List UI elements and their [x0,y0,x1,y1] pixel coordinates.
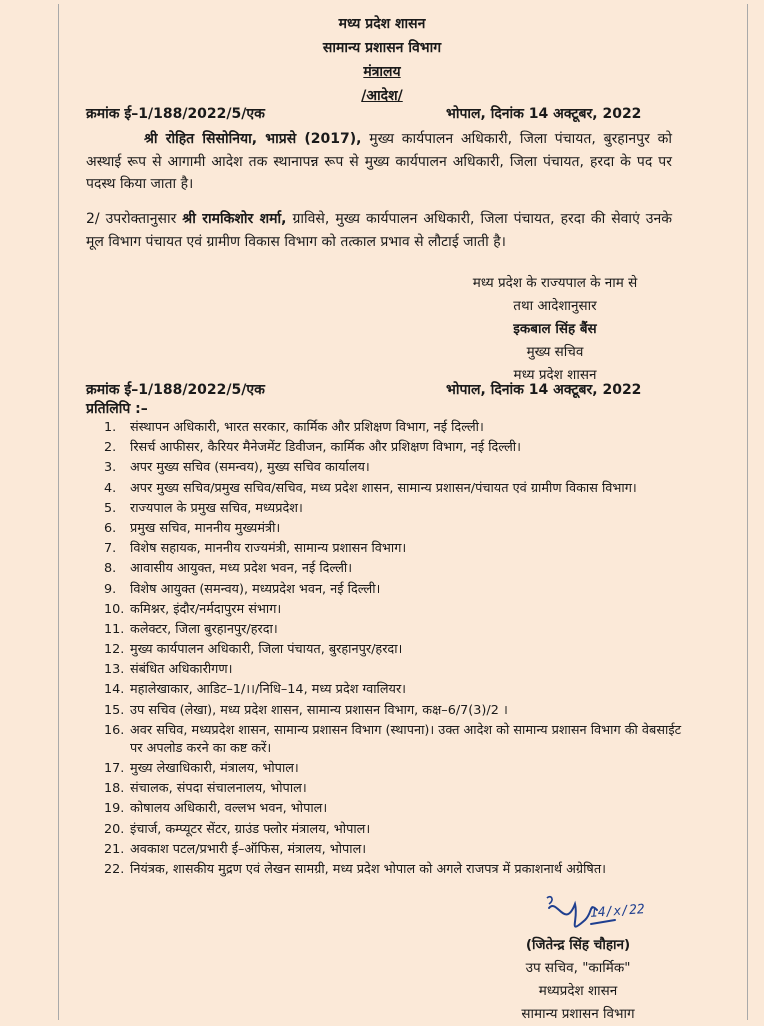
copy-item-text: प्रमुख सचिव, माननीय मुख्यमंत्री। [130,520,281,536]
officer-name-2: श्री रामकिशोर शर्मा, [182,211,287,227]
signatory-designation: मुख्य सचिव [526,344,584,360]
copy-item-text: राज्यपाल के प्रमुख सचिव, मध्यप्रदेश। [130,500,303,516]
copy-item-text: विशेष सहायक, माननीय राज्यमंत्री, सामान्य प्रशासन विभाग। [130,541,407,557]
copy-item-text: अपर मुख्य सचिव/प्रमुख सचिव/सचिव, मध्य प्रदेश शासन, सामान्य प्रशासन/पंचायत एवं ग्रामीण विकास विभाग। [130,480,637,496]
copy-item-text: अवर सचिव, मध्यप्रदेश शासन, सामान्य प्रशासन विभाग (स्थापना)। उक्त आदेश को सामान्य प्रशासन विभाग की वेबसाईट पर अपलोड करने का कष्ट करें। [130,722,682,756]
copy-item-number: 19. [104,801,125,817]
copy-list-item [104,681,688,699]
copy-list-item [104,581,688,599]
copy-item-number: 14. [104,682,125,698]
chief-secretary-signature-block [430,272,680,387]
officer-name-1: श्री रोहित सिसोनिया, भाप्रसे (2017), [144,131,362,147]
copy-item-number: 4. [104,480,117,496]
final-signatory-name: (जितेन्द्र सिंह चौहान) [525,937,631,953]
copy-item-text: मुख्य लेखाधिकारी, मंत्रालय, भोपाल। [130,761,299,776]
paragraph-2-prefix: 2/ उपरोक्तानुसार [86,211,183,227]
copy-list-item [104,621,688,639]
copy-item-text: रिसर्च आफीसर, कैरियर मैनेजमेंट डिवीजन, कार्मिक और प्रशिक्षण विभाग, नई दिल्ली। [130,440,521,456]
copy-item-text: कमिश्नर, इंदौर/नर्मदापुरम संभाग। [130,601,282,617]
copy-list-item [104,722,688,758]
copy-list-item [104,780,688,798]
copy-list-item [104,661,688,679]
header-ministry: मंत्रालय [363,64,401,80]
final-signatory-designation: उप सचिव, "कार्मिक" [525,960,631,976]
paragraph-2-text: ग्राविसे, मुख्य कार्यपालन अधिकारी, जिला पंचायत, हरदा की सेवाएं उनके मूल विभाग पंचायत एवं ग्रामीण विकास विभाग को तत्काल प्रभाव से लौटाई जाती है। [86,211,672,250]
copy-item-number: 9. [104,581,117,597]
order-place-date: भोपाल, दिनांक 14 अक्टूबर, 2022 [446,106,642,122]
copy-list-item [104,800,688,818]
copy-item-text: संचालक, संपदा संचालनालय, भोपाल। [130,781,307,797]
copy-item-number: 15. [104,702,125,718]
final-signatory-department: सामान्य प्रशासन विभाग [521,1006,635,1022]
copy-place-date: भोपाल, दिनांक 14 अक्टूबर, 2022 [446,382,642,398]
copy-item-number: 17. [104,761,125,776]
copy-item-number: 2. [104,440,117,456]
copy-list-item [104,702,688,720]
copy-list-item [104,821,688,839]
copy-list-item [104,841,688,859]
copy-item-text: आवासीय आयुक्त, मध्य प्रदेश भवन, नई दिल्ली। [130,561,353,577]
copy-item-text: मुख्य कार्यपालन अधिकारी, जिला पंचायत, बुरहानपुर/हरदा। [130,642,403,658]
copy-item-number: 10. [104,601,125,617]
copy-item-number: 7. [104,541,117,557]
deputy-secretary-signature-block [478,934,678,1026]
copy-label: प्रतिलिपि :– [86,401,148,417]
copy-item-text: इंचार्ज, कम्प्यूटर सेंटर, ग्राउंड फ्लोर मंत्रालय, भोपाल। [130,821,371,837]
copy-item-number: 18. [104,781,125,797]
copy-item-text: कलेक्टर, जिला बुरहानपुर/हरदा। [130,621,278,637]
copy-item-number: 21. [104,841,125,857]
copy-item-number: 1. [104,420,117,435]
copy-item-text: नियंत्रक, शासकीय मुद्रण एवं लेखन सामग्री, मध्य प्रदेश भोपाल को अगले राजपत्र में प्रकाशनार्थ अग्रेषित। [130,861,606,877]
final-signatory-office: मध्यप्रदेश शासन [538,983,618,999]
copy-list-item [104,601,688,619]
header-government: मध्य प्रदेश शासन [338,16,426,32]
order-paragraph-2 [86,208,672,253]
copy-list-item [104,861,688,879]
copy-item-text: संस्थापन अधिकारी, भारत सरकार, कार्मिक और प्रशिक्षण विभाग, नई दिल्ली। [130,420,484,435]
copy-item-text: महालेखाकार, आडिट–1/।।/निधि–14, मध्य प्रदेश ग्वालियर। [130,682,407,698]
copy-item-text: उप सचिव (लेखा), मध्य प्रदेश शासन, सामान्य प्रशासन विभाग, कक्ष–6/7(3)/2 । [130,702,508,718]
order-paragraph-1 [86,128,672,196]
copy-list-item [104,520,688,538]
copy-item-number: 13. [104,662,125,678]
copy-list-item [104,760,688,778]
copy-list-item [104,459,688,477]
header-order-title: /आदेश/ [361,88,403,104]
copy-list-item [104,419,688,437]
signatory-office: मध्य प्रदेश शासन [513,367,597,383]
signatory-line-1: मध्य प्रदेश के राज्यपाल के नाम से [472,275,638,291]
copy-list-item [104,439,688,457]
copy-list-item [104,641,688,659]
copy-item-number: 5. [104,500,117,516]
handwritten-date: 14/x/22 [589,902,646,921]
copy-number: क्रमांक ई–1/188/2022/5/एक [86,382,265,398]
copy-item-number: 3. [104,460,117,476]
copy-item-text: अपर मुख्य सचिव (समन्वय), मुख्य सचिव कार्यालय। [130,460,370,476]
copy-recipient-list [104,419,688,881]
copy-item-text: संबंधित अधिकारीगण। [130,662,233,678]
copy-item-text: अवकाश पटल/प्रभारी ई–ऑफिस, मंत्रालय, भोपाल। [130,841,367,857]
header-department: सामान्य प्रशासन विभाग [322,40,442,56]
copy-item-number: 20. [104,821,125,837]
copy-item-number: 6. [104,520,117,536]
order-number: क्रमांक ई–1/188/2022/5/एक [86,106,265,122]
copy-item-text: विशेष आयुक्त (समन्वय), मध्यप्रदेश भवन, नई दिल्ली। [130,581,381,597]
copy-list-item [104,480,688,498]
copy-list-item [104,560,688,578]
paragraph-1-text: मुख्य कार्यपालन अधिकारी, जिला पंचायत, बुरहानपुर को अस्थाई रूप से आगामी आदेश तक स्थानापन्न रूप से मुख्य कार्यपालन अधिकारी, जिला पंचायत, हरदा के पद पर पदस्थ किया जाता है। [86,131,672,192]
copy-list-item [104,500,688,518]
copy-list-item [104,540,688,558]
copy-item-number: 16. [104,722,125,738]
copy-item-number: 8. [104,561,117,577]
signatory-name: इकबाल सिंह बैंस [513,321,597,337]
copy-item-number: 11. [104,621,125,637]
signatory-line-2: तथा आदेशानुसार [513,298,597,314]
copy-item-text: कोषालय अधिकारी, वल्लभ भवन, भोपाल। [130,801,328,817]
copy-item-number: 22. [104,861,125,877]
copy-item-number: 12. [104,642,125,658]
